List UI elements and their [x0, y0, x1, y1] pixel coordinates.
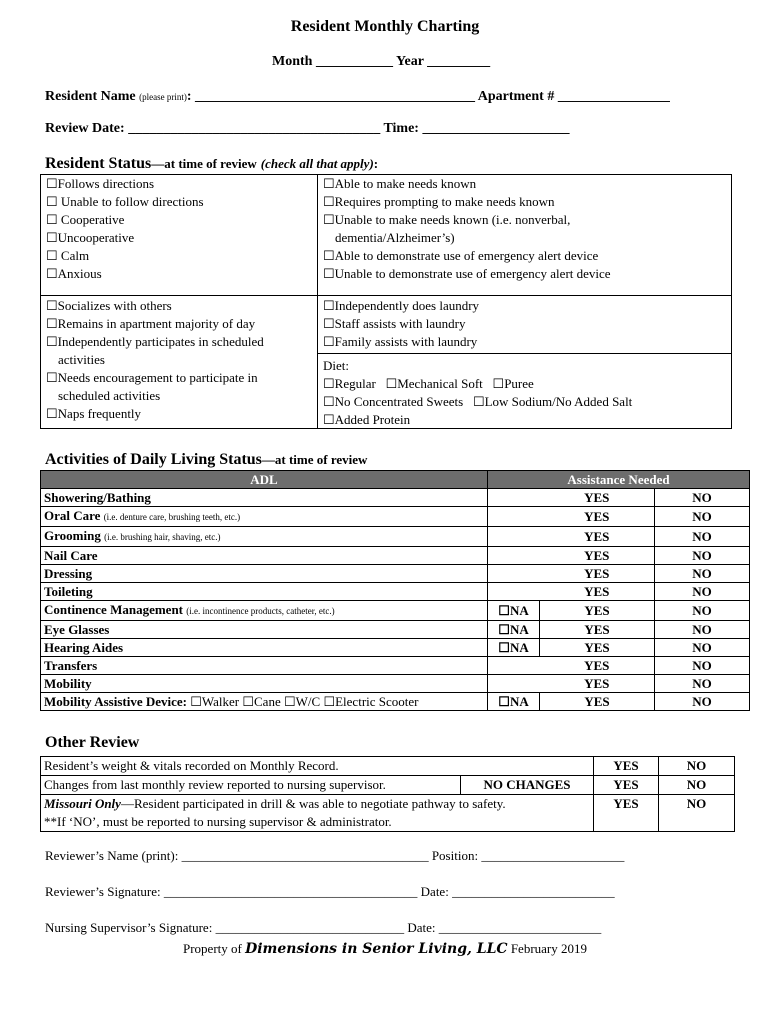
checkbox-item[interactable]: ☐Mechanical Soft [385, 376, 483, 391]
checkbox-item[interactable]: ☐Needs encouragement to participate in [46, 370, 258, 385]
adl-col-header: ADL [41, 471, 488, 489]
no-option[interactable]: NO [655, 547, 750, 565]
no-option[interactable]: NO [659, 776, 735, 795]
position-field[interactable]: ______________________ [481, 848, 625, 863]
other-review-table [40, 756, 735, 832]
page-title: Resident Monthly Charting [290, 18, 480, 35]
laundry-list [323, 297, 479, 351]
checkbox-item-continued: dementia/Alzheimer’s) [335, 230, 455, 245]
footer-date: February 2019 [510, 941, 587, 956]
checkbox-item[interactable]: ☐Independently does laundry [323, 298, 480, 313]
checkbox-item[interactable]: ☐Naps frequently [46, 406, 142, 421]
checkbox-item[interactable]: ☐Family assists with laundry [323, 334, 478, 349]
adl-item: Grooming (i.e. brushing hair, shaving, etc.) [41, 527, 488, 547]
yes-option[interactable]: YES [594, 757, 659, 776]
reviewer-signature-label: Reviewer’s Signature: [45, 884, 161, 899]
checkbox-item[interactable]: ☐Regular [323, 376, 376, 391]
adl-item: Mobility Assistive Device: ☐Walker ☐Cane ☐W/C ☐Electric Scooter [41, 693, 488, 711]
checkbox-item[interactable]: ☐Uncooperative [46, 230, 135, 245]
review-item: Changes from last monthly review reported to nursing supervisor. [41, 776, 461, 795]
reviewer-name-label: Reviewer’s Name (print): [45, 848, 179, 863]
adl-table [40, 470, 750, 711]
yes-option[interactable]: YES [540, 507, 655, 527]
year-field[interactable]: _________ [427, 54, 491, 69]
date-label: Date: [407, 920, 436, 935]
diet-divider [317, 353, 732, 354]
review-item [41, 795, 594, 832]
nursing-signature-line [45, 920, 601, 936]
review-date-label: Review Date: [45, 121, 125, 136]
review-date-line [45, 121, 569, 137]
yes-option[interactable]: YES [540, 693, 655, 711]
checkbox-item[interactable]: ☐Unable to make needs known (i.e. nonverbal, [323, 212, 571, 227]
device-option[interactable]: ☐Electric Scooter [320, 694, 419, 709]
adl-item: Dressing [41, 565, 488, 583]
checkbox-item[interactable]: ☐Able to demonstrate use of emergency alert device [323, 248, 599, 263]
checkbox-item[interactable]: ☐ Cooperative [46, 212, 125, 227]
adl-item: Toileting [41, 583, 488, 601]
no-option[interactable]: NO [655, 527, 750, 547]
adl-item: Eye Glasses [41, 621, 488, 639]
na-option [488, 507, 540, 527]
resident-name-note: (please print) [139, 92, 187, 102]
device-option[interactable]: ☐Cane [239, 694, 281, 709]
na-option [488, 675, 540, 693]
status-left-top [46, 175, 204, 283]
na-option [488, 547, 540, 565]
yes-option[interactable]: YES [540, 657, 655, 675]
table-row [41, 565, 750, 583]
adl-title: Activities of Daily Living Status [45, 451, 262, 468]
checkbox-item[interactable]: ☐Unable to demonstrate use of emergency alert device [323, 266, 611, 281]
reviewer-name-line [45, 848, 624, 864]
missouri-text: —Resident participated in drill & was able to negotiate pathway to safety. [120, 796, 506, 811]
na-option [488, 565, 540, 583]
no-option[interactable]: NO [655, 657, 750, 675]
no-option[interactable]: NO [655, 693, 750, 711]
checkbox-item[interactable]: ☐No Concentrated Sweets [323, 394, 464, 409]
yes-option[interactable]: YES [540, 583, 655, 601]
no-option[interactable]: NO [655, 639, 750, 657]
month-label: Month [272, 54, 313, 69]
brand-logo-text: Dimensions in Senior Living, LLC [245, 941, 508, 957]
no-option[interactable]: NO [655, 507, 750, 527]
other-review-heading: Other Review [45, 734, 140, 751]
na-option[interactable]: ☐NA [488, 601, 540, 621]
missouri-only-label: Missouri Only [44, 796, 121, 811]
no-option[interactable]: NO [655, 583, 750, 601]
table-row [41, 601, 750, 621]
yes-option[interactable]: YES [594, 795, 659, 832]
adl-item: Continence Management (i.e. incontinence products, catheter, etc.) [41, 601, 488, 621]
resident-status-suffix: —at time of review [151, 156, 257, 171]
yes-option[interactable]: YES [540, 527, 655, 547]
no-option[interactable]: NO [655, 489, 750, 507]
checkbox-item-continued: activities [58, 352, 105, 367]
review-date-field[interactable]: ____________________________________ [128, 121, 381, 136]
no-option[interactable]: NO [659, 757, 735, 776]
diet-label: Diet: [323, 358, 349, 373]
resident-status-heading [45, 155, 378, 173]
nursing-signature-field[interactable]: _____________________________ [215, 920, 405, 935]
adl-heading [45, 451, 367, 469]
checkbox-item[interactable]: ☐Able to make needs known [323, 176, 477, 191]
adl-suffix: —at time of review [261, 452, 368, 467]
device-option[interactable]: ☐Walker [186, 694, 240, 709]
no-option[interactable]: NO [659, 795, 735, 832]
yes-option[interactable]: YES [540, 489, 655, 507]
table-row [41, 639, 750, 657]
time-field[interactable]: _____________________ [422, 121, 570, 136]
table-row [41, 675, 750, 693]
table-row [41, 547, 750, 565]
reviewer-signature-field[interactable]: _______________________________________ [163, 884, 418, 899]
reviewer-name-field[interactable]: ______________________________________ [181, 848, 429, 863]
yes-option[interactable]: YES [540, 639, 655, 657]
checkbox-item[interactable]: ☐Added Protein [323, 412, 411, 427]
month-year-line [272, 54, 490, 70]
no-option[interactable]: NO [655, 621, 750, 639]
status-left-bottom [46, 297, 264, 423]
no-changes-option[interactable]: NO CHANGES [461, 776, 594, 795]
yes-option[interactable]: YES [540, 565, 655, 583]
assistance-col-header: Assistance Needed [488, 471, 750, 489]
nursing-signature-label: Nursing Supervisor’s Signature: [45, 920, 213, 935]
adl-item: Hearing Aides [41, 639, 488, 657]
no-option[interactable]: NO [655, 675, 750, 693]
yes-option[interactable]: YES [540, 621, 655, 639]
month-field[interactable]: ___________ [315, 54, 393, 69]
reviewer-signature-line [45, 884, 615, 900]
table-row [41, 776, 735, 795]
no-option[interactable]: NO [655, 601, 750, 621]
table-row [41, 693, 750, 711]
checkbox-item[interactable]: ☐Follows directions [46, 176, 155, 191]
apartment-field[interactable]: ________________ [557, 89, 670, 104]
date-label: Date: [420, 884, 449, 899]
na-option [488, 527, 540, 547]
adl-header-row [41, 471, 750, 489]
missouri-note: **If ‘NO’, must be reported to nursing supervisor & administrator. [44, 814, 392, 829]
apartment-label: Apartment # [477, 89, 555, 104]
footer-prefix: Property of [182, 941, 242, 956]
na-option[interactable]: ☐NA [488, 639, 540, 657]
time-label: Time: [383, 121, 419, 136]
footer [0, 941, 770, 957]
table-row [41, 795, 735, 832]
adl-item: Mobility [41, 675, 488, 693]
checkbox-item[interactable]: ☐Independently participates in scheduled [46, 334, 264, 349]
checkbox-item[interactable]: ☐Low Sodium/No Added Salt [472, 394, 633, 409]
adl-item: Oral Care (i.e. denture care, brushing teeth, etc.) [41, 507, 488, 527]
checkbox-item[interactable]: ☐Anxious [46, 266, 102, 281]
review-item: Resident’s weight & vitals recorded on Monthly Record. [41, 757, 594, 776]
adl-item: Nail Care [41, 547, 488, 565]
checkbox-item[interactable]: ☐Socializes with others [46, 298, 172, 313]
adl-item: Transfers [41, 657, 488, 675]
resident-status-note: (check all that apply) [260, 156, 374, 171]
checkbox-item-continued: scheduled activities [58, 388, 161, 403]
na-option [488, 489, 540, 507]
resident-name-field[interactable]: ________________________________________ [195, 89, 476, 104]
year-label: Year [395, 54, 424, 69]
resident-status-colon: : [373, 156, 379, 171]
na-option[interactable]: ☐NA [488, 693, 540, 711]
date-field[interactable]: _________________________ [438, 920, 602, 935]
table-row [41, 583, 750, 601]
checkbox-item[interactable]: ☐ Calm [46, 248, 90, 263]
status-divider-horizontal [40, 295, 732, 296]
table-row [41, 489, 750, 507]
checkbox-item[interactable]: ☐Requires prompting to make needs known [323, 194, 555, 209]
na-option [488, 657, 540, 675]
table-row [41, 657, 750, 675]
no-option[interactable]: NO [655, 565, 750, 583]
adl-item: Showering/Bathing [41, 489, 488, 507]
status-divider-vertical [317, 174, 318, 429]
table-row [41, 527, 750, 547]
checkbox-item[interactable]: ☐Remains in apartment majority of day [46, 316, 256, 331]
position-label: Position: [431, 848, 479, 863]
diet-section [323, 357, 632, 429]
yes-option[interactable]: YES [540, 547, 655, 565]
na-option [488, 583, 540, 601]
status-right-top [323, 175, 611, 283]
device-option[interactable]: ☐W/C [280, 694, 321, 709]
table-row [41, 507, 750, 527]
yes-option[interactable]: YES [540, 675, 655, 693]
checkbox-item[interactable]: ☐Staff assists with laundry [323, 316, 466, 331]
resident-name-label: Resident Name [45, 89, 136, 104]
checkbox-item[interactable]: ☐ Unable to follow directions [46, 194, 204, 209]
checkbox-item[interactable]: ☐Puree [492, 376, 534, 391]
table-row [41, 621, 750, 639]
na-option[interactable]: ☐NA [488, 621, 540, 639]
yes-option[interactable]: YES [540, 601, 655, 621]
date-field[interactable]: _________________________ [452, 884, 615, 899]
resident-status-title: Resident Status [45, 155, 152, 172]
resident-name-line: Resident Name (please print): ________________________________________ Apartment # ________________ [45, 89, 670, 104]
yes-option[interactable]: YES [594, 776, 659, 795]
table-row [41, 757, 735, 776]
